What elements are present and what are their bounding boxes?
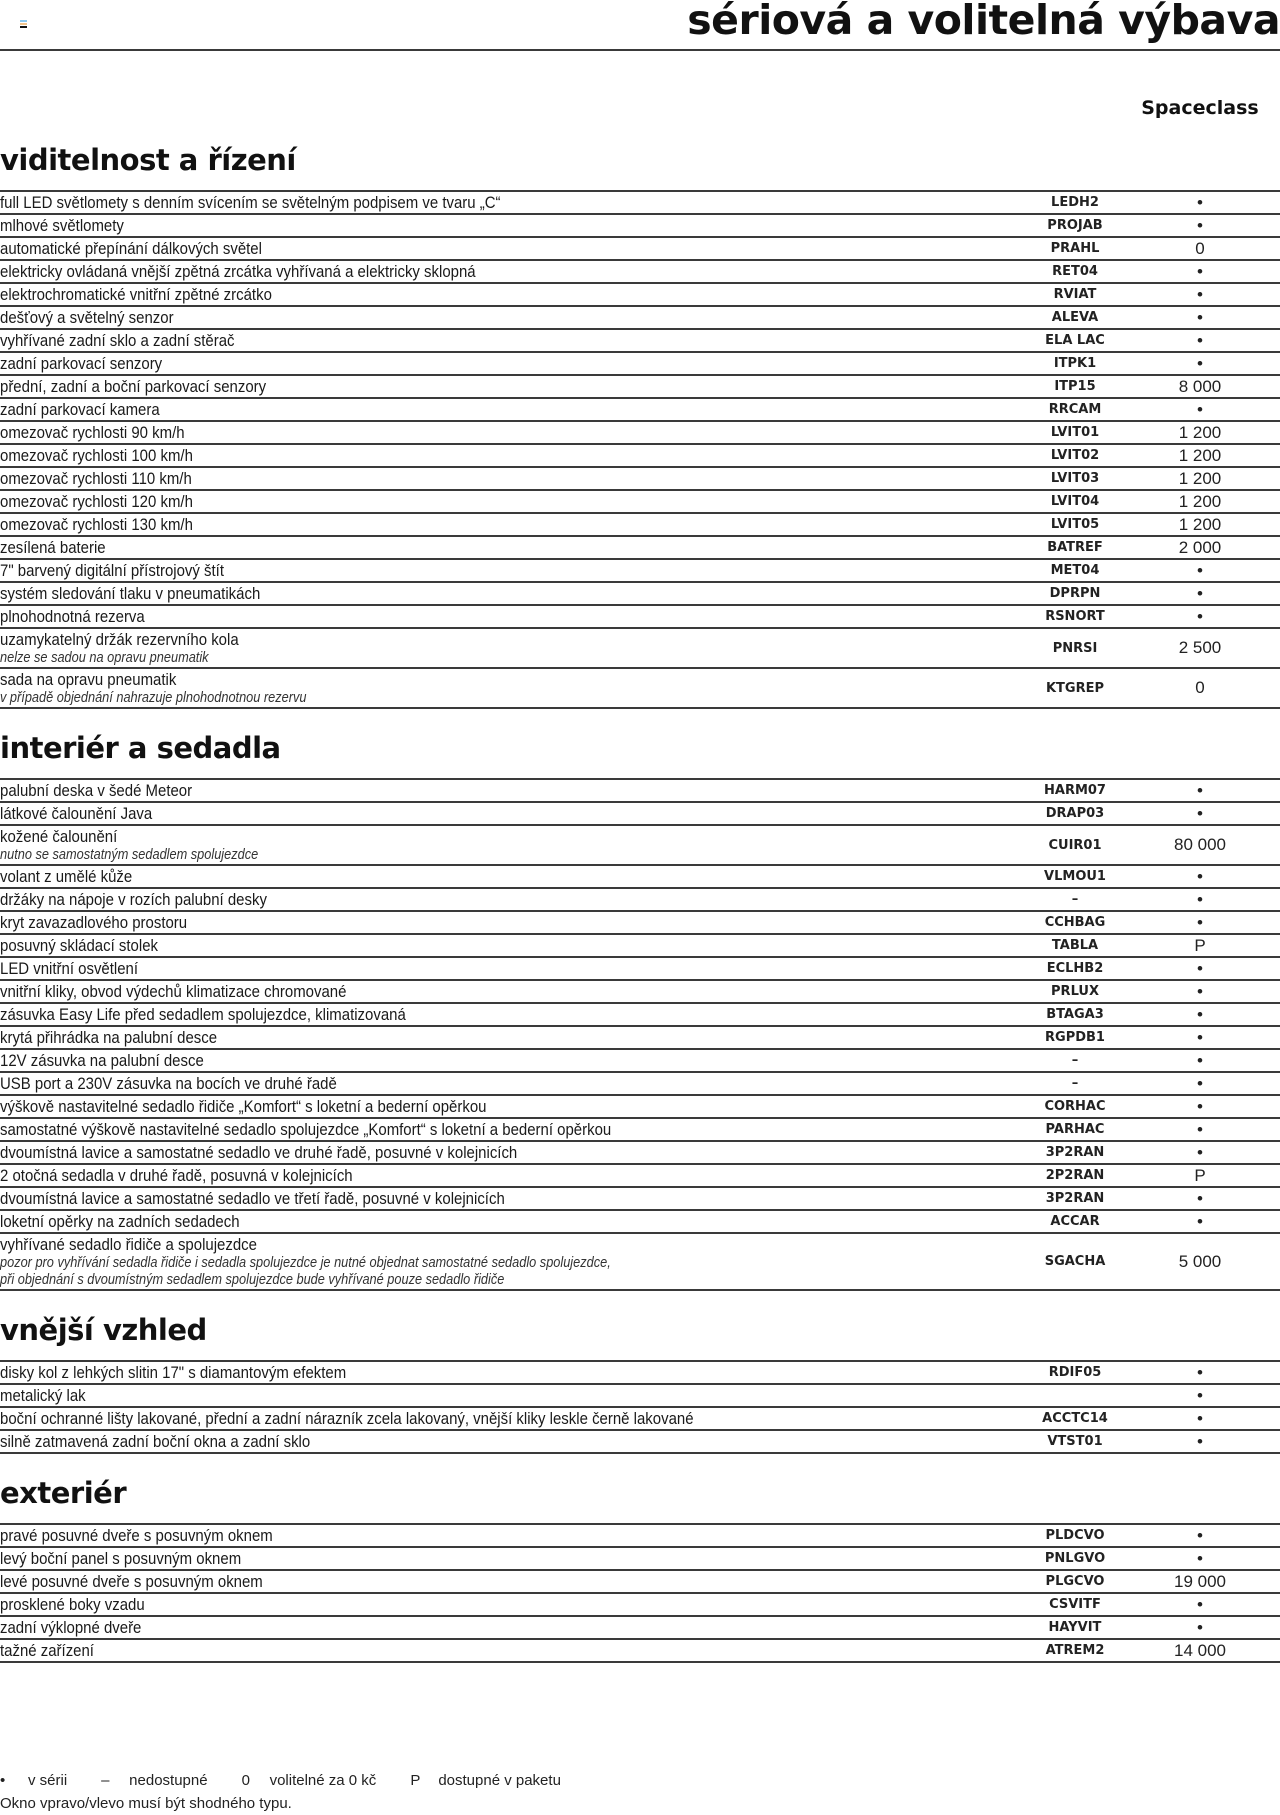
spaceclass-value: • bbox=[1197, 284, 1203, 304]
table-row bbox=[0, 780, 1280, 803]
feature-name: USB port a 230V zásuvka na bocích ve druhé řadě bbox=[0, 1074, 337, 1093]
feature-label bbox=[0, 376, 1126, 397]
option-code: BTAGA3 bbox=[1046, 1007, 1104, 1022]
table-row bbox=[0, 912, 1280, 935]
feature-label bbox=[0, 826, 1126, 864]
feature-label bbox=[0, 422, 1126, 443]
section-title: vnější vzhled bbox=[0, 1313, 207, 1347]
table-row bbox=[0, 1142, 1280, 1165]
page-header bbox=[0, 0, 1280, 51]
table-row bbox=[0, 445, 1280, 468]
feature-label bbox=[0, 629, 1126, 667]
spaceclass-value: 2 000 bbox=[1178, 537, 1222, 557]
table-row bbox=[0, 514, 1280, 537]
option-code: – bbox=[1071, 1053, 1079, 1068]
option-code: LVIT03 bbox=[1050, 471, 1100, 486]
feature-name: držáky na nápoje v rozích palubní desky bbox=[0, 890, 267, 909]
option-code: ACCTC14 bbox=[1042, 1411, 1108, 1426]
feature-name: full LED světlomety s denním svícením se světelným podpisem ve tvaru „C“ bbox=[0, 193, 501, 212]
option-code: PARHAC bbox=[1045, 1122, 1105, 1137]
legend-note: Okno vpravo/vlevo musí být shodného typu. bbox=[0, 1795, 292, 1812]
feature-name: 2 otočná sedadla v druhé řadě, posuvná v kolejnicích bbox=[0, 1166, 353, 1185]
legend-symbol: 0 bbox=[241, 1772, 250, 1789]
spaceclass-value: 1 200 bbox=[1178, 445, 1222, 465]
feature-label bbox=[0, 583, 1126, 604]
option-code: RDIF05 bbox=[1048, 1365, 1102, 1380]
legend-symbol: – bbox=[101, 1772, 110, 1789]
table-row bbox=[0, 1004, 1280, 1027]
feature-label bbox=[0, 1165, 1126, 1186]
table-row bbox=[0, 261, 1280, 284]
feature-label bbox=[0, 491, 1126, 512]
feature-name: plnohodnotná rezerva bbox=[0, 607, 145, 626]
feature-name: levý boční panel s posuvným oknem bbox=[0, 1549, 242, 1568]
table-row bbox=[0, 826, 1280, 866]
feature-label bbox=[0, 330, 1126, 351]
feature-name: silně zatmavená zadní boční okna a zadní sklo bbox=[0, 1432, 311, 1451]
spaceclass-value: 1 200 bbox=[1178, 422, 1222, 442]
spaceclass-value: 5 000 bbox=[1178, 1251, 1222, 1271]
section-title: viditelnost a řízení bbox=[0, 143, 296, 177]
option-code: DRAP03 bbox=[1045, 806, 1105, 821]
feature-label bbox=[0, 1525, 1126, 1546]
spaceclass-value: • bbox=[1197, 866, 1203, 886]
feature-label bbox=[0, 1431, 1126, 1452]
feature-label bbox=[0, 560, 1126, 581]
feature-note: při objednání s dvoumístným sedadlem spolujezdce bude vyhřívané pouze sedadlo řidiče bbox=[0, 1272, 505, 1288]
table-row bbox=[0, 1640, 1280, 1663]
spaceclass-value: • bbox=[1197, 889, 1203, 909]
option-code: PNRSI bbox=[1052, 640, 1098, 656]
feature-label bbox=[0, 1211, 1126, 1232]
option-code: ITPK1 bbox=[1053, 356, 1097, 371]
feature-name: pravé posuvné dveře s posuvným oknem bbox=[0, 1526, 273, 1545]
feature-name: vyhřívané sedadlo řidiče a spolujezdce bbox=[0, 1235, 257, 1254]
table-row bbox=[0, 958, 1280, 981]
spaceclass-value: • bbox=[1197, 560, 1203, 580]
legend-text: dostupné v paketu bbox=[438, 1772, 561, 1789]
option-code: TABLA bbox=[1051, 938, 1099, 953]
feature-label bbox=[0, 514, 1126, 535]
spaceclass-value: 19 000 bbox=[1174, 1571, 1226, 1591]
feature-name: přední, zadní a boční parkovací senzory bbox=[0, 377, 267, 396]
feature-label bbox=[0, 468, 1126, 489]
legend-item bbox=[242, 1772, 377, 1789]
feature-label bbox=[0, 981, 1126, 1002]
table-row bbox=[0, 1050, 1280, 1073]
feature-name: elektricky ovládaná vnější zpětná zrcátka vyhřívaná a elektricky sklopná bbox=[0, 262, 476, 281]
option-code: BATREF bbox=[1047, 540, 1103, 555]
option-code: CSVITF bbox=[1049, 1597, 1101, 1612]
feature-name: systém sledování tlaku v pneumatikách bbox=[0, 584, 261, 603]
spaceclass-value: • bbox=[1197, 1548, 1203, 1568]
option-code: ATREM2 bbox=[1045, 1643, 1105, 1658]
option-code: SGACHA bbox=[1044, 1254, 1106, 1269]
option-code: LVIT04 bbox=[1050, 494, 1100, 509]
option-code: LVIT05 bbox=[1050, 517, 1100, 532]
table-row bbox=[0, 1525, 1280, 1548]
feature-name: omezovač rychlosti 120 km/h bbox=[0, 492, 193, 511]
option-code: HARM07 bbox=[1044, 783, 1106, 798]
option-code: RSNORT bbox=[1045, 609, 1105, 624]
feature-name: zesílená baterie bbox=[0, 538, 106, 557]
spaceclass-value: • bbox=[1197, 981, 1203, 1001]
feature-label bbox=[0, 1096, 1126, 1117]
option-code: LVIT01 bbox=[1050, 425, 1100, 440]
spaceclass-value: 0 bbox=[1195, 678, 1205, 697]
spaceclass-value: 14 000 bbox=[1174, 1640, 1226, 1660]
feature-name: levé posuvné dveře s posuvným oknem bbox=[0, 1572, 263, 1591]
feature-name: 12V zásuvka na palubní desce bbox=[0, 1051, 204, 1070]
option-code: PLGCVO bbox=[1045, 1574, 1105, 1589]
feature-name: metalický lak bbox=[0, 1386, 86, 1405]
feature-name: tažné zařízení bbox=[0, 1641, 94, 1660]
feature-name: omezovač rychlosti 130 km/h bbox=[0, 515, 193, 534]
feature-label bbox=[0, 215, 1126, 236]
spaceclass-value: • bbox=[1197, 606, 1203, 626]
feature-name: kryt zavazadlového prostoru bbox=[0, 913, 188, 932]
table-row bbox=[0, 1027, 1280, 1050]
legend-symbol: • bbox=[0, 1772, 6, 1789]
feature-name: prosklené boky vzadu bbox=[0, 1595, 145, 1614]
spaceclass-value: • bbox=[1197, 1408, 1203, 1428]
spaceclass-value: • bbox=[1197, 1617, 1203, 1637]
table-row bbox=[0, 1234, 1280, 1291]
feature-name: volant z umělé kůže bbox=[0, 867, 133, 886]
option-code: LVIT02 bbox=[1050, 448, 1100, 463]
option-code: ECLHB2 bbox=[1046, 961, 1104, 976]
feature-name: elektrochromatické vnitřní zpětné zrcátko bbox=[0, 285, 272, 304]
section-title: interiér a sedadla bbox=[0, 731, 281, 765]
feature-name: posuvný skládací stolek bbox=[0, 936, 159, 955]
table-row bbox=[0, 889, 1280, 912]
feature-label bbox=[0, 958, 1126, 979]
legend-item bbox=[101, 1772, 207, 1789]
option-code: ACCAR bbox=[1050, 1214, 1100, 1229]
option-code: CORHAC bbox=[1044, 1099, 1106, 1114]
section bbox=[0, 140, 1280, 709]
option-code: VLMOU1 bbox=[1044, 869, 1106, 884]
legend-text: volitelné za 0 kč bbox=[269, 1772, 377, 1789]
section bbox=[0, 728, 1280, 1291]
table-row bbox=[0, 491, 1280, 514]
feature-name: vnitřní kliky, obvod výdechů klimatizace chromované bbox=[0, 982, 347, 1001]
feature-label bbox=[0, 1617, 1126, 1638]
feature-name: automatické přepínání dálkových světel bbox=[0, 239, 262, 258]
option-code: KTGREP bbox=[1045, 680, 1105, 696]
option-code: ELA LAC bbox=[1045, 333, 1105, 348]
column-header-spaceclass: Spaceclass bbox=[1141, 97, 1259, 119]
table-row bbox=[0, 1617, 1280, 1640]
feature-name: sada na opravu pneumatik bbox=[0, 670, 177, 689]
feature-label bbox=[0, 780, 1126, 801]
feature-name: uzamykatelný držák rezervního kola bbox=[0, 630, 239, 649]
section bbox=[0, 1310, 1280, 1454]
equipment-sections bbox=[0, 140, 1280, 1682]
table-row bbox=[0, 866, 1280, 889]
table-row bbox=[0, 537, 1280, 560]
option-code: PLDCVO bbox=[1045, 1528, 1105, 1543]
table-row bbox=[0, 284, 1280, 307]
spaceclass-value: 8 000 bbox=[1178, 376, 1222, 396]
table-row bbox=[0, 1165, 1280, 1188]
spaceclass-value: • bbox=[1197, 1362, 1203, 1382]
spaceclass-value: • bbox=[1197, 1188, 1203, 1208]
spaceclass-value: 1 200 bbox=[1178, 468, 1222, 488]
feature-label bbox=[0, 1408, 1126, 1429]
table-row bbox=[0, 1362, 1280, 1385]
option-code: 3P2RAN bbox=[1045, 1191, 1105, 1206]
feature-label bbox=[0, 1385, 1126, 1406]
equipment-table bbox=[0, 190, 1280, 709]
table-row bbox=[0, 468, 1280, 491]
feature-name: zadní parkovací senzory bbox=[0, 354, 163, 373]
option-code: RVIAT bbox=[1053, 287, 1097, 302]
option-code: VTST01 bbox=[1047, 1434, 1103, 1449]
equipment-table bbox=[0, 1360, 1280, 1454]
legend bbox=[0, 1772, 595, 1789]
table-row bbox=[0, 1188, 1280, 1211]
spaceclass-value: • bbox=[1197, 307, 1203, 327]
feature-name: zásuvka Easy Life před sedadlem spolujezdce, klimatizovaná bbox=[0, 1005, 406, 1024]
section bbox=[0, 1473, 1280, 1663]
feature-name: samostatné výškově nastavitelné sedadlo spolujezdce „Komfort“ s loketní a bederní opěrkou bbox=[0, 1120, 612, 1139]
section-title: exteriér bbox=[0, 1476, 127, 1510]
spaceclass-value: P bbox=[1194, 935, 1206, 955]
feature-name: omezovač rychlosti 110 km/h bbox=[0, 469, 192, 488]
table-row bbox=[0, 1073, 1280, 1096]
page-title: sériová a volitelná výbava bbox=[687, 0, 1280, 44]
feature-name: mlhové světlomety bbox=[0, 216, 124, 235]
feature-label bbox=[0, 261, 1126, 282]
option-code: RET04 bbox=[1052, 264, 1098, 279]
feature-note: pozor pro vyhřívání sedadla řidiče i sedadla spolujezdce je nutné objednat samostatné sedadlo spolujezdce, bbox=[0, 1255, 611, 1271]
option-code: PROJAB bbox=[1047, 218, 1103, 233]
spaceclass-value: 1 200 bbox=[1178, 491, 1222, 511]
table-row bbox=[0, 376, 1280, 399]
spaceclass-value: • bbox=[1197, 958, 1203, 978]
feature-label bbox=[0, 1119, 1126, 1140]
feature-label bbox=[0, 1142, 1126, 1163]
table-row bbox=[0, 399, 1280, 422]
option-code: DPRPN bbox=[1049, 586, 1101, 601]
feature-note: nelze se sadou na opravu pneumatik bbox=[0, 650, 209, 666]
feature-name: omezovač rychlosti 100 km/h bbox=[0, 446, 193, 465]
table-row bbox=[0, 192, 1280, 215]
table-row bbox=[0, 1211, 1280, 1234]
feature-name: látkové čalounění Java bbox=[0, 804, 153, 823]
table-row bbox=[0, 1119, 1280, 1142]
spaceclass-value: • bbox=[1197, 1594, 1203, 1614]
feature-label bbox=[0, 537, 1126, 558]
option-code: HAYVIT bbox=[1048, 1620, 1102, 1635]
option-code: RRCAM bbox=[1048, 402, 1102, 417]
spaceclass-value: • bbox=[1197, 330, 1203, 350]
option-code: – bbox=[1071, 1076, 1079, 1091]
legend-text: nedostupné bbox=[129, 1772, 208, 1789]
spaceclass-value: P bbox=[1194, 1165, 1206, 1185]
feature-label bbox=[0, 192, 1126, 213]
equipment-table bbox=[0, 778, 1280, 1291]
feature-label bbox=[0, 353, 1126, 374]
feature-label bbox=[0, 399, 1126, 420]
table-row bbox=[0, 606, 1280, 629]
table-row bbox=[0, 307, 1280, 330]
option-code: ITP15 bbox=[1054, 379, 1096, 394]
spaceclass-value: • bbox=[1197, 1096, 1203, 1116]
feature-label bbox=[0, 912, 1126, 933]
spaceclass-value: 0 bbox=[1195, 238, 1205, 258]
spaceclass-value: • bbox=[1197, 1119, 1203, 1139]
spaceclass-value: • bbox=[1197, 261, 1203, 281]
spaceclass-value: • bbox=[1197, 1073, 1203, 1093]
table-row bbox=[0, 1408, 1280, 1431]
table-row bbox=[0, 238, 1280, 261]
spaceclass-value: 1 200 bbox=[1178, 514, 1222, 534]
feature-label bbox=[0, 1050, 1126, 1071]
table-row bbox=[0, 981, 1280, 1004]
feature-label bbox=[0, 889, 1126, 910]
table-row bbox=[0, 583, 1280, 606]
table-row bbox=[0, 1096, 1280, 1119]
feature-name: palubní deska v šedé Meteor bbox=[0, 781, 193, 800]
feature-label bbox=[0, 866, 1126, 887]
spaceclass-value: • bbox=[1197, 1385, 1203, 1405]
table-row bbox=[0, 1594, 1280, 1617]
feature-label bbox=[0, 238, 1126, 259]
option-code: CCHBAG bbox=[1044, 915, 1106, 930]
option-code: ALEVA bbox=[1051, 310, 1099, 325]
feature-label bbox=[0, 1362, 1126, 1383]
feature-name: krytá přihrádka na palubní desce bbox=[0, 1028, 218, 1047]
feature-name: dvoumístná lavice a samostatné sedadlo ve třetí řadě, posuvné v kolejnicích bbox=[0, 1189, 505, 1208]
feature-label bbox=[0, 307, 1126, 328]
spaceclass-value: • bbox=[1197, 353, 1203, 373]
equipment-table bbox=[0, 1523, 1280, 1663]
feature-label bbox=[0, 606, 1126, 627]
feature-note: nutno se samostatným sedadlem spolujezdce bbox=[0, 847, 259, 863]
feature-label bbox=[0, 1027, 1126, 1048]
option-code: CUIR01 bbox=[1048, 837, 1102, 853]
feature-name: LED vnitřní osvětlení bbox=[0, 959, 139, 978]
table-row bbox=[0, 1385, 1280, 1408]
table-row bbox=[0, 215, 1280, 238]
feature-name: boční ochranné lišty lakované, přední a zadní nárazník zcela lakovaný, vnější kliky leskle černě lakované bbox=[0, 1409, 694, 1428]
option-code: 3P2RAN bbox=[1045, 1145, 1105, 1160]
spaceclass-value: 2 500 bbox=[1178, 638, 1222, 657]
legend-item bbox=[410, 1772, 561, 1789]
option-code: PNLGVO bbox=[1044, 1551, 1106, 1566]
spaceclass-value: • bbox=[1197, 1525, 1203, 1545]
option-code: 2P2RAN bbox=[1045, 1168, 1105, 1183]
option-code: MET04 bbox=[1050, 563, 1100, 578]
flag-icon bbox=[20, 20, 27, 28]
spaceclass-value: • bbox=[1197, 803, 1203, 823]
table-row bbox=[0, 1548, 1280, 1571]
spaceclass-value: 80 000 bbox=[1174, 835, 1226, 854]
feature-name: kožené čalounění bbox=[0, 827, 118, 846]
feature-name: dvoumístná lavice a samostatné sedadlo ve druhé řadě, posuvné v kolejnicích bbox=[0, 1143, 518, 1162]
option-code: LEDH2 bbox=[1051, 195, 1099, 210]
feature-label bbox=[0, 803, 1126, 824]
feature-name: 7" barvený digitální přístrojový štít bbox=[0, 561, 225, 580]
table-row bbox=[0, 1571, 1280, 1594]
legend-text: v sérii bbox=[28, 1772, 68, 1789]
table-row bbox=[0, 629, 1280, 669]
feature-label bbox=[0, 669, 1126, 707]
feature-name: vyhřívané zadní sklo a zadní stěrač bbox=[0, 331, 235, 350]
feature-label bbox=[0, 1594, 1126, 1615]
spaceclass-value: • bbox=[1197, 1142, 1203, 1162]
feature-label bbox=[0, 1073, 1126, 1094]
feature-label bbox=[0, 445, 1126, 466]
legend-item bbox=[0, 1772, 67, 1789]
table-row bbox=[0, 330, 1280, 353]
feature-label bbox=[0, 1234, 1126, 1289]
feature-name: disky kol z lehkých slitin 17" s diamantovým efektem bbox=[0, 1363, 347, 1382]
table-row bbox=[0, 1431, 1280, 1454]
feature-name: loketní opěrky na zadních sedadech bbox=[0, 1212, 240, 1231]
feature-label bbox=[0, 1548, 1126, 1569]
spaceclass-value: • bbox=[1197, 780, 1203, 800]
spaceclass-value: • bbox=[1197, 912, 1203, 932]
feature-label bbox=[0, 1640, 1126, 1661]
spaceclass-value: • bbox=[1197, 1211, 1203, 1231]
spaceclass-value: • bbox=[1197, 215, 1203, 235]
spaceclass-value: • bbox=[1197, 583, 1203, 603]
table-row bbox=[0, 422, 1280, 445]
feature-label bbox=[0, 1571, 1126, 1592]
feature-label bbox=[0, 1188, 1126, 1209]
feature-label bbox=[0, 284, 1126, 305]
feature-name: dešťový a světelný senzor bbox=[0, 308, 174, 327]
option-code: PRLUX bbox=[1051, 984, 1099, 999]
spaceclass-value: • bbox=[1197, 1050, 1203, 1070]
spaceclass-value: • bbox=[1197, 399, 1203, 419]
feature-name: zadní parkovací kamera bbox=[0, 400, 160, 419]
feature-name: výškově nastavitelné sedadlo řidiče „Komfort“ s loketní a bederní opěrkou bbox=[0, 1097, 487, 1116]
feature-label bbox=[0, 1004, 1126, 1025]
table-row bbox=[0, 803, 1280, 826]
table-row bbox=[0, 560, 1280, 583]
spaceclass-value: • bbox=[1197, 192, 1203, 212]
table-row bbox=[0, 669, 1280, 709]
spaceclass-value: • bbox=[1197, 1431, 1203, 1451]
legend-symbol: P bbox=[410, 1772, 421, 1789]
feature-label bbox=[0, 935, 1126, 956]
spaceclass-value: • bbox=[1197, 1004, 1203, 1024]
option-code: PRAHL bbox=[1050, 241, 1100, 256]
feature-note: v případě objednání nahrazuje plnohodnotnou rezervu bbox=[0, 690, 307, 706]
spaceclass-value: • bbox=[1197, 1027, 1203, 1047]
feature-name: zadní výklopné dveře bbox=[0, 1618, 142, 1637]
table-row bbox=[0, 935, 1280, 958]
option-code: RGPDB1 bbox=[1045, 1030, 1105, 1045]
feature-name: omezovač rychlosti 90 km/h bbox=[0, 423, 185, 442]
table-row bbox=[0, 353, 1280, 376]
option-code: – bbox=[1071, 892, 1079, 907]
